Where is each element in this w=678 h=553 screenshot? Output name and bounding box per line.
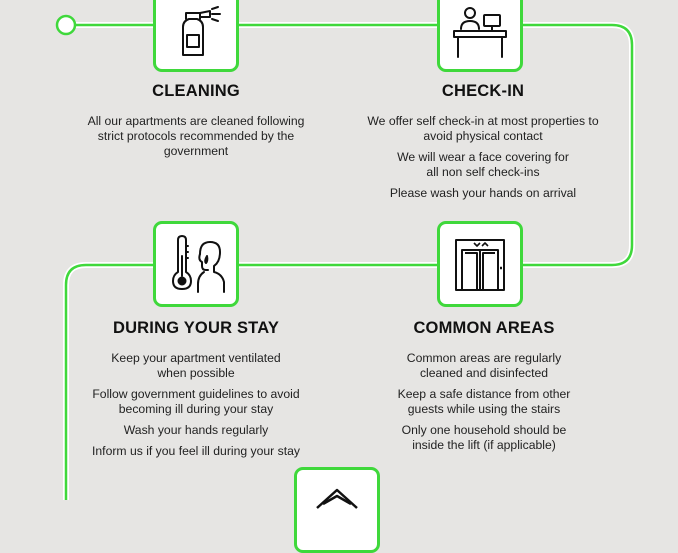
common-line-3: Only one household should be inside the lift (if applicable) <box>401 423 567 452</box>
common-line-2: Keep a safe distance from other guests while using the stairs <box>397 387 571 416</box>
common-title: COMMON AREAS <box>413 319 555 337</box>
spray-bottle-icon <box>164 0 228 61</box>
stay-title: DURING YOUR STAY <box>112 319 280 337</box>
house-icon <box>305 478 369 542</box>
common-icon-box <box>437 221 523 307</box>
common-section <box>374 319 594 459</box>
checkin-line-3: Please wash your hands on arrival <box>389 186 577 200</box>
cleaning-section <box>84 82 308 165</box>
checkin-line-2: We will wear a face covering for all non self check-ins <box>397 150 569 179</box>
elevator-icon <box>448 232 512 296</box>
cleaning-title: CLEANING <box>152 82 240 100</box>
stay-line-1: Keep your apartment ventilated when possible <box>111 351 281 380</box>
stay-line-3: Wash your hands regularly <box>123 423 269 437</box>
common-line-1: Common areas are regularly cleaned and disinfected <box>406 351 562 380</box>
cleaning-icon-box <box>153 0 239 72</box>
stay-line-4: Inform us if you feel ill during your stay <box>92 444 300 458</box>
checkin-icon-box <box>437 0 523 72</box>
checkin-title: CHECK-IN <box>441 82 525 100</box>
reception-desk-icon <box>448 0 512 61</box>
checkin-line-1: We offer self check-in at most properties to avoid physical contact <box>367 114 599 143</box>
checkin-section <box>358 82 608 207</box>
house-icon-box <box>294 467 380 553</box>
stay-line-2: Follow government guidelines to avoid becoming ill during your stay <box>92 387 300 416</box>
cleaning-line-1: All our apartments are cleaned following strict protocols recommended by the government <box>87 114 305 158</box>
stay-section <box>74 319 318 465</box>
stay-icon-box <box>153 221 239 307</box>
timeline-start-dot <box>57 16 75 34</box>
thermometer-person-icon <box>164 232 228 296</box>
